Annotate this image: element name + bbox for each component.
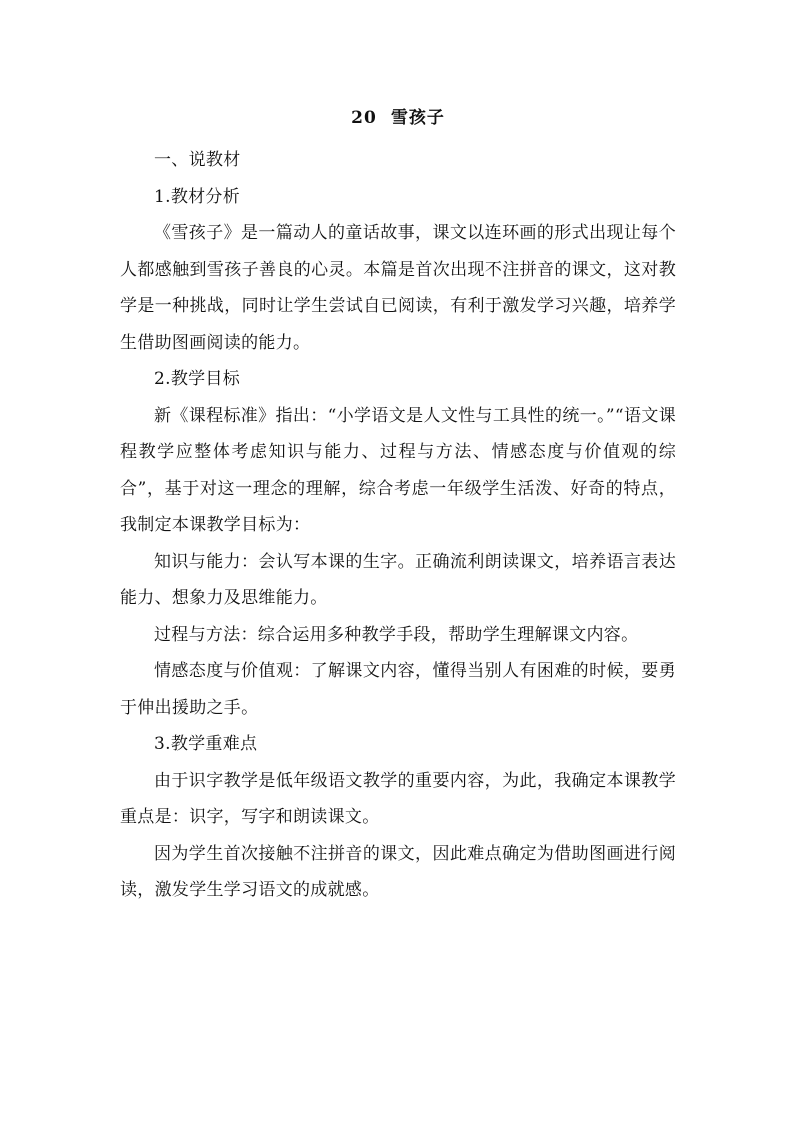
paragraph-emotion-values: 情感态度与价值观：了解课文内容，懂得当别人有困难的时候，要勇于伸出援助之手。 xyxy=(120,661,676,718)
subheading-material-analysis: 1.教材分析 xyxy=(154,186,241,207)
subheading-teaching-goals: 2.教学目标 xyxy=(154,369,241,389)
title-number: 20 xyxy=(351,108,377,128)
subheading-key-difficulties: 3.教学重难点 xyxy=(154,734,258,754)
paragraph-key-points: 由于识字教学是低年级语文教学的重要内容，为此，我确定本课教学重点是：识字，写字和朗读课文。 xyxy=(120,770,676,827)
paragraph-difficulties: 因为学生首次接触不注拼音的课文，因此难点确定为借助图画进行阅读，激发学生学习语文的成就感。 xyxy=(120,843,676,900)
section-heading-teaching-material: 一、说教材 xyxy=(154,150,241,170)
paragraph-process-method: 过程与方法：综合运用多种教学手段，帮助学生理解课文内容。 xyxy=(154,624,639,645)
document-page xyxy=(120,100,676,909)
title-text: 雪孩子 xyxy=(390,108,445,128)
paragraph-material-analysis: 《雪孩子》是一篇动人的童话故事，课文以连环画的形式出现让每个人都感触到雪孩子善良的心灵。本篇是首次出现不注拼音的课文，这对教学是一种挑战，同时让学生尝试自已阅读，有利于激发学习兴趣，培养学生借助图画阅读的能力。 xyxy=(120,223,676,353)
paragraph-knowledge-ability: 知识与能力：会认写本课的生字。正确流利朗读课文，培养语言表达能力、想象力及思维能力。 xyxy=(120,551,676,608)
page-title xyxy=(120,100,676,136)
paragraph-curriculum-standard: 新《课程标准》指出：“小学语文是人文性与工具性的统一。”“语文课程教学应整体考虑知识与能力、过程与方法、情感态度与价值观的综合”，基于对这一理念的理解，综合考虑一年级学生活泼、好奇的特点，我制定本课教学目标为： xyxy=(120,405,676,535)
